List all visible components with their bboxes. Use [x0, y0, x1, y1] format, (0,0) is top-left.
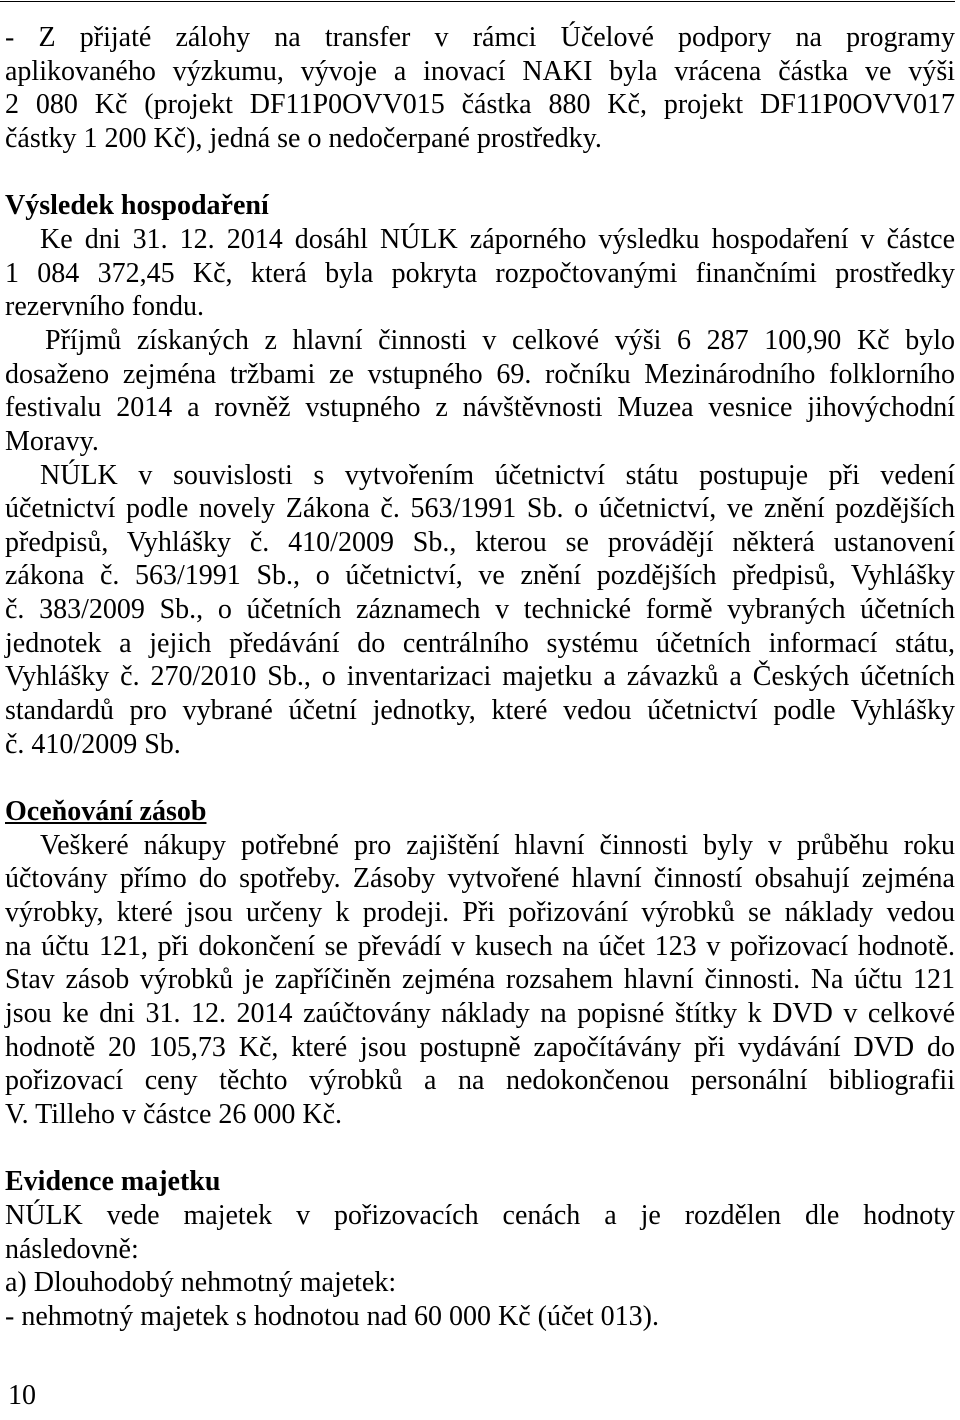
text-line: Stav zásob výrobků je zapříčiněn zejména rozsahem hlavní činnosti. Na účtu 121	[5, 964, 955, 996]
inventory-paragraph	[5, 829, 955, 1132]
text-line: na účtu 121, při dokončení se převádí v kusech na účet 123 v pořizovací hodnotě.	[5, 930, 955, 962]
text-line: 2 080 Kč (projekt DF11P0OVV015 částka 880 Kč, projekt DF11P0OVV017	[5, 89, 955, 121]
text-line: č. 410/2009 Sb.	[5, 728, 181, 760]
text-line: 1 084 372,45 Kč, která byla pokryta rozpočtovanými finančními prostředky	[5, 257, 955, 289]
text-line: NÚLK v souvislosti s vytvořením účetnictví státu postupuje při vedení	[40, 459, 955, 491]
section-heading-inventory-text: Oceňování zásob	[5, 796, 207, 828]
text-line: NÚLK vede majetek v pořizovacích cenách a je rozdělen dle hodnoty	[5, 1199, 955, 1231]
text-line: č. 383/2009 Sb., o účetních záznamech v technické formě vybraných účetních	[5, 594, 955, 626]
loss-paragraph	[5, 223, 955, 324]
text-line: Moravy.	[5, 425, 99, 457]
text-line: jsou ke dni 31. 12. 2014 zaúčtovány náklady na popisné štítky k DVD v celkové	[5, 998, 955, 1029]
section-heading-assets: Evidence majetku	[5, 1166, 221, 1198]
text-line: - Z přijaté zálohy na transfer v rámci Účelové podpory na programy	[5, 22, 955, 53]
legislation-paragraph	[5, 459, 955, 762]
income-paragraph	[5, 324, 955, 459]
text-line: zákona č. 563/1991 Sb., o účetnictví, ve znění pozdějších předpisů, Vyhlášky	[5, 560, 955, 592]
text-line: Veškeré nákupy potřebné pro zajištění hlavní činnosti byly v průběhu roku	[40, 829, 955, 861]
text-line: dosaženo zejména tržbami ze vstupného 69. ročníku Mezinárodního folklorního	[5, 358, 955, 390]
text-line: Příjmů získaných z hlavní činnosti v celkové výši 6 287 100,90 Kč bylo	[45, 324, 955, 356]
text-line: účetnictví podle novely Zákona č. 563/1991 Sb. o účetnictví, ve znění pozdějších	[5, 493, 955, 525]
blank-line	[5, 1132, 955, 1166]
page-number: 10	[8, 1380, 36, 1411]
text-line: festivalu 2014 a rovněž vstupného z návštěvnosti Muzea vesnice jihovýchodní	[5, 392, 955, 424]
text-line: výrobky, které jsou určeny k prodeji. Při pořizování výrobků se náklady vedou	[5, 897, 955, 929]
text-line: aplikovaného výzkumu, vývoje a inovací NAKI byla vrácena částka ve výši	[5, 55, 955, 87]
assets-paragraph	[5, 1199, 955, 1266]
blank-line	[5, 156, 955, 190]
top-rule	[0, 1, 955, 2]
text-line: Ke dni 31. 12. 2014 dosáhl NÚLK záporného výsledku hospodaření v částce	[40, 223, 955, 255]
text-line: Vyhlášky č. 270/2010 Sb., o inventarizaci majetku a závazků a Českých účetních	[5, 661, 955, 693]
text-line: V. Tilleho v částce 26 000 Kč.	[5, 1098, 343, 1130]
text-line: standardů pro vybrané účetní jednotky, které vedou účetnictví podle Vyhlášky	[5, 695, 955, 727]
text-line: předpisů, Vyhlášky č. 410/2009 Sb., kterou se provádějí některá ustanovení	[5, 526, 955, 558]
asset-item: - nehmotný majetek s hodnotou nad 60 000 Kč (účet 013).	[5, 1300, 659, 1332]
text-line: hodnotě 20 105,73 Kč, které jsou postupně započítávány při vydávání DVD do	[5, 1031, 955, 1063]
text-line: rezervního fondu.	[5, 291, 205, 323]
blank-line	[5, 761, 955, 795]
section-heading-inventory	[5, 795, 955, 829]
page-body	[5, 21, 955, 1334]
text-line: jednotek a jejich předávání do centrálního systému účetních informací státu,	[5, 627, 955, 659]
section-heading-result: Výsledek hospodaření	[5, 190, 269, 222]
asset-category: a) Dlouhodobý nehmotný majetek:	[5, 1267, 397, 1299]
text-line: pořizovací ceny těchto výrobků a na nedokončenou personální bibliografii	[5, 1065, 955, 1097]
text-line: částky 1 200 Kč), jedná se o nedočerpané prostředky.	[5, 122, 602, 154]
text-line: následovně:	[5, 1233, 139, 1265]
refund-note-paragraph	[5, 21, 955, 156]
text-line: účtovány přímo do spotřeby. Zásoby vytvořené hlavní činností obsahují zejména	[5, 863, 955, 895]
